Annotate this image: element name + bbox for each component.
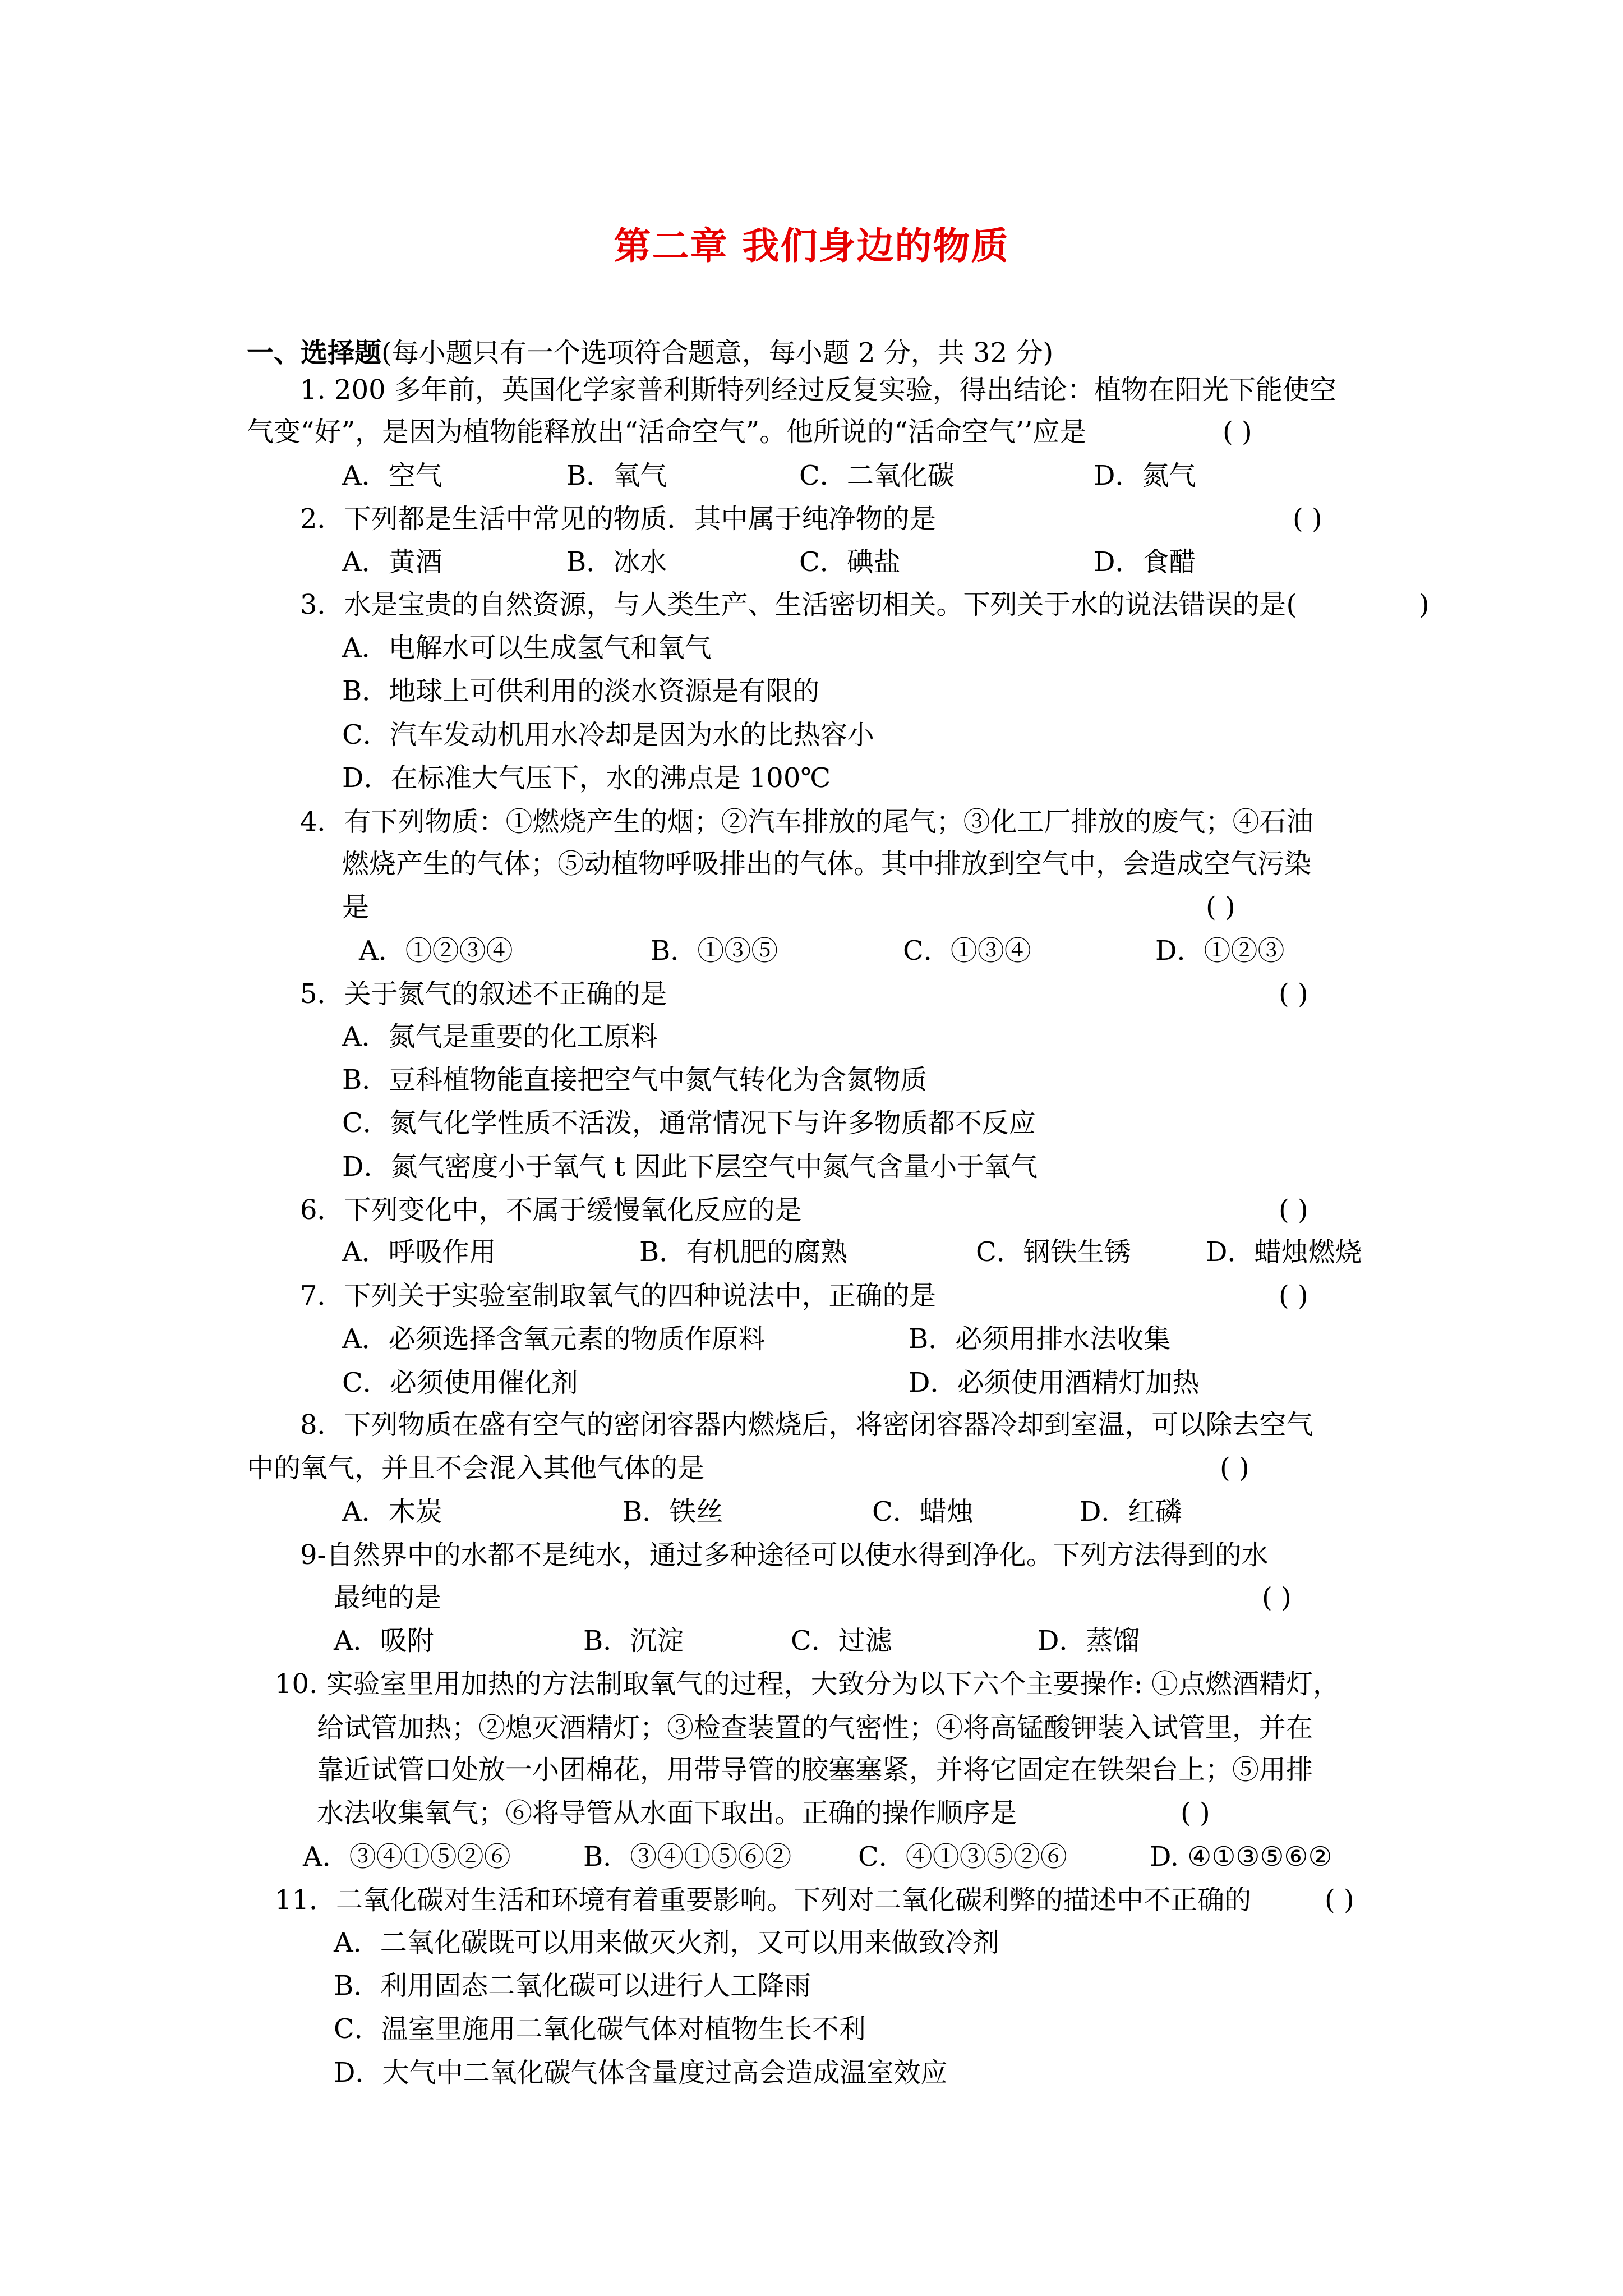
q5-option-c: C．氮气化学性质不活泼，通常情况下与许多物质都不反应 [342,1107,1036,1139]
q11-option-d: D．大气中二氧化碳气体含量度过高会造成温室效应 [334,2057,948,2088]
q6-option-b: B．有机肥的腐熟 [639,1236,848,1268]
q6-stem: 6．下列变化中，不属于缓慢氧化反应的是 [300,1194,802,1226]
q3-paren: ) [1419,589,1430,620]
q2-stem: 2．下列都是生活中常见的物质．其中属于纯净物的是 [300,503,937,535]
q10-option-a: A．③④①⑤②⑥ [303,1841,511,1872]
q9-paren: ( ) [1262,1582,1292,1613]
q4-option-a: A．①②③④ [359,935,513,967]
q10-option-b: B．③④①⑤⑥② [583,1841,792,1872]
q2-option-c: C．碘盐 [799,546,901,578]
q9-option-c: C．过滤 [791,1625,892,1657]
q6-option-d: D．蜡烛燃烧 [1206,1236,1362,1268]
q8-option-c: C．蜡烛 [872,1496,974,1527]
q11-option-a: A．二氧化碳既可以用来做灭火剂，又可以用来做致冷剂 [334,1927,999,1958]
q7-option-d: D．必须使用酒精灯加热 [909,1367,1200,1398]
q4-line3: 是 [342,891,370,923]
q3-option-d: D．在标准大气压下，水的沸点是 100℃ [342,762,831,794]
q1-paren: ( ) [1223,416,1252,448]
q8-line1: 8．下列物质在盛有空气的密闭容器内燃烧后，将密闭容器冷却到室温，可以除去空气 [300,1409,1313,1441]
q11-option-c: C．温室里施用二氧化碳气体对植物生长不利 [334,2013,866,2045]
q5-option-a: A．氮气是重要的化工原料 [342,1021,658,1052]
q7-stem: 7．下列关于实验室制取氧气的四种说法中，正确的是 [300,1280,937,1312]
q1-option-d: D．氮气 [1094,460,1196,491]
q11-option-b: B．利用固态二氧化碳可以进行人工降雨 [334,1970,811,2001]
q10-line3: 靠近试管口处放一小团棉花，用带导管的胶塞塞紧，并将它固定在铁架台上；⑤用排 [317,1754,1313,1786]
q3-option-b: B．地球上可供利用的淡水资源是有限的 [342,675,820,707]
q6-option-c: C．钢铁生锈 [976,1236,1131,1268]
q8-line2: 中的氧气，并且不会混入其他气体的是 [247,1452,705,1484]
q5-paren: ( ) [1279,978,1308,1010]
q11-paren: ( ) [1325,1884,1354,1916]
q10-option-d: D. ④①③⑤⑥② [1150,1841,1332,1872]
q7-option-a: A．必须选择含氧元素的物质作原料 [342,1323,766,1355]
q4-option-d: D．①②③ [1155,935,1285,967]
q1-line1: 1. 200 多年前，英国化学家普利斯特列经过反复实验，得出结论：植物在阳光下能使空 [300,374,1336,406]
q10-paren: ( ) [1181,1797,1210,1829]
q1-line2: 气变“好”，是因为植物能释放出“活命空气”。他所说的“活命空气’’应是 [247,416,1087,448]
q9-option-d: D．蒸馏 [1038,1625,1140,1657]
q8-option-b: B．铁丝 [623,1496,723,1527]
q9-line1: 9-自然界中的水都不是纯水，通过多种途径可以使水得到净化。下列方法得到的水 [300,1539,1269,1571]
q8-option-a: A．木炭 [342,1496,442,1527]
q1-option-a: A．空气 [342,460,442,491]
q3-stem: 3．水是宝贵的自然资源，与人类生产、生活密切相关。下列关于水的说法错误的是( [300,589,1297,620]
q3-option-a: A．电解水可以生成氢气和氧气 [342,632,712,664]
q7-option-c: C．必须使用催化剂 [342,1367,578,1398]
q2-paren: ( ) [1293,503,1322,535]
page-title: 第二章 我们身边的物质 [614,224,1009,268]
q2-option-b: B．冰水 [566,546,667,578]
section-heading [247,331,1053,370]
q7-paren: ( ) [1279,1280,1308,1312]
q3-option-c: C．汽车发动机用水冷却是因为水的比热容小 [342,719,874,751]
q9-option-b: B．沉淀 [583,1625,684,1657]
q9-line2: 最纯的是 [334,1582,442,1613]
q10-line1: 10. 实验室里用加热的方法制取氧气的过程，大致分为以下六个主要操作: ①点燃酒精灯， [275,1668,1340,1700]
q10-line2: 给试管加热；②熄灭酒精灯；③检查装置的气密性；④将高锰酸钾装入试管里，并在 [317,1712,1313,1743]
q4-line2: 燃烧产生的气体；⑤动植物呼吸排出的气体。其中排放到空气中，会造成空气污染 [342,848,1312,880]
q10-line4: 水法收集氧气；⑥将导管从水面下取出。正确的操作顺序是 [317,1797,1017,1829]
q5-option-d: D．氮气密度小于氧气 t 因此下层空气中氮气含量小于氧气 [342,1151,1038,1182]
q1-option-b: B．氧气 [566,460,667,491]
q6-paren: ( ) [1279,1194,1308,1226]
q4-option-c: C．①③④ [903,935,1031,967]
q4-option-b: B．①③⑤ [651,935,778,967]
q2-option-d: D．食醋 [1094,546,1196,578]
q8-option-d: D．红磷 [1080,1496,1182,1527]
q4-line1: 4．有下列物质：①燃烧产生的烟；②汽车排放的尾气；③化工厂排放的废气；④石油 [300,806,1313,838]
q5-stem: 5．关于氮气的叙述不正确的是 [300,978,667,1010]
q9-option-a: A．吸附 [334,1625,434,1657]
q8-paren: ( ) [1220,1452,1249,1484]
q11-stem: 11．二氧化碳对生活和环境有着重要影响。下列对二氧化碳利弊的描述中不正确的 [275,1884,1252,1916]
q10-option-c: C．④①③⑤②⑥ [858,1841,1067,1872]
section-head: 一、选择题 [247,337,382,369]
q2-option-a: A．黄酒 [342,546,442,578]
q4-paren: ( ) [1206,891,1235,923]
section-note: (每小题只有一个选项符合题意，每小题 2 分，共 32 分) [381,337,1054,369]
q7-option-b: B．必须用排水法收集 [909,1323,1171,1355]
q5-option-b: B．豆科植物能直接把空气中氮气转化为含氮物质 [342,1064,928,1096]
q6-option-a: A．呼吸作用 [342,1236,496,1268]
q1-option-c: C．二氧化碳 [799,460,955,491]
